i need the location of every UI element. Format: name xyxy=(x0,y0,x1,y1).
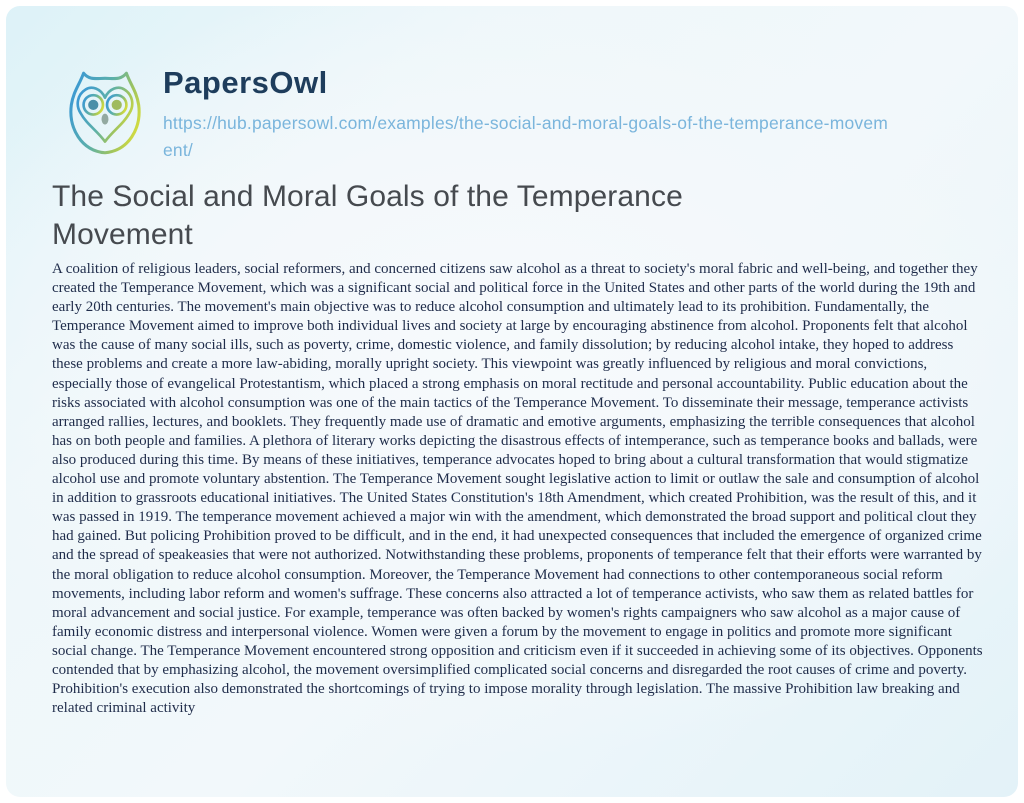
page-background xyxy=(6,6,1018,797)
brand-name: PapersOwl xyxy=(163,65,328,100)
page-title: The Social and Moral Goals of the Temperance Movement xyxy=(52,180,683,251)
owl-icon xyxy=(54,62,156,164)
header-text-block xyxy=(163,62,898,164)
page-url-link[interactable]: https://hub.papersowl.com/examples/the-social-and-moral-goals-of-the-temperance-movement/ xyxy=(163,113,889,161)
essay-body-text: A coalition of religious leaders, social reformers, and concerned citizens saw alcohol as a threat to society's moral fabric and well-being, and together they created the Temperance Movement, which was a significant social and political force in the United States and other parts of the world during the 19th and early 20th centuries. The movement's main objective was to reduce alcohol consumption and ultimately lead to its prohibition. Fundamentally, the Temperance Movement aimed to improve both individual lives and society at large by encouraging abstinence from alcohol. Proponents felt that alcohol was the cause of many social ills, such as poverty, crime, domestic violence, and family dissolution; by reducing alcohol intake, they hoped to address these problems and create a more law-abiding, morally upright society. This viewpoint was greatly influenced by religious and moral convictions, especially those of evangelical Protestantism, which placed a strong emphasis on moral rectitude and personal accountability. Public education about the risks associated with alcohol consumption was one of the main tactics of the Temperance Movement. To disseminate their message, temperance activists arranged rallies, lectures, and booklets. They frequently made use of dramatic and emotive arguments, emphasizing the terrible consequences that alcohol has on both people and families. A plethora of literary works depicting the disastrous effects of intemperance, such as temperance books and ballads, were also produced during this time. By means of these initiatives, temperance advocates hoped to bring about a cultural transformation that would stigmatize alcohol use and promote voluntary abstention. The Temperance Movement sought legislative action to limit or outlaw the sale and consumption of alcohol in addition to grassroots educational initiatives. The United States Constitution's 18th Amendment, which created Prohibition, was the result of this, and it was passed in 1919. The temperance movement achieved a major win with the amendment, which demonstrated the broad support and political clout they had gained. But policing Prohibition proved to be difficult, and in the end, it had unexpected consequences that included the emergence of organized crime and the spread of speakeasies that were not authorized. Notwithstanding these problems, proponents of temperance felt that their efforts were warranted by the moral obligation to reduce alcohol consumption. Moreover, the Temperance Movement had connections to other contemporaneous social reform movements, including labor reform and women's suffrage. These concerns also attracted a lot of temperance activists, who saw them as related battles for moral advancement and social justice. For example, temperance was often backed by women's rights campaigners who saw alcohol as a major cause of family economic distress and interpersonal violence. Women were given a forum by the movement to engage in politics and promote more significant social change. The Temperance Movement encountered strong opposition and criticism even if it succeeded in achieving some of its objectives. Opponents contended that by emphasizing alcohol, the movement oversimplified complicated social concerns and disregarded the root causes of crime and poverty. Prohibition's execution also demonstrated the shortcomings of trying to impose morality through legislation. The massive Prohibition law breaking and related criminal activity xyxy=(52,261,983,717)
site-header xyxy=(54,62,898,164)
